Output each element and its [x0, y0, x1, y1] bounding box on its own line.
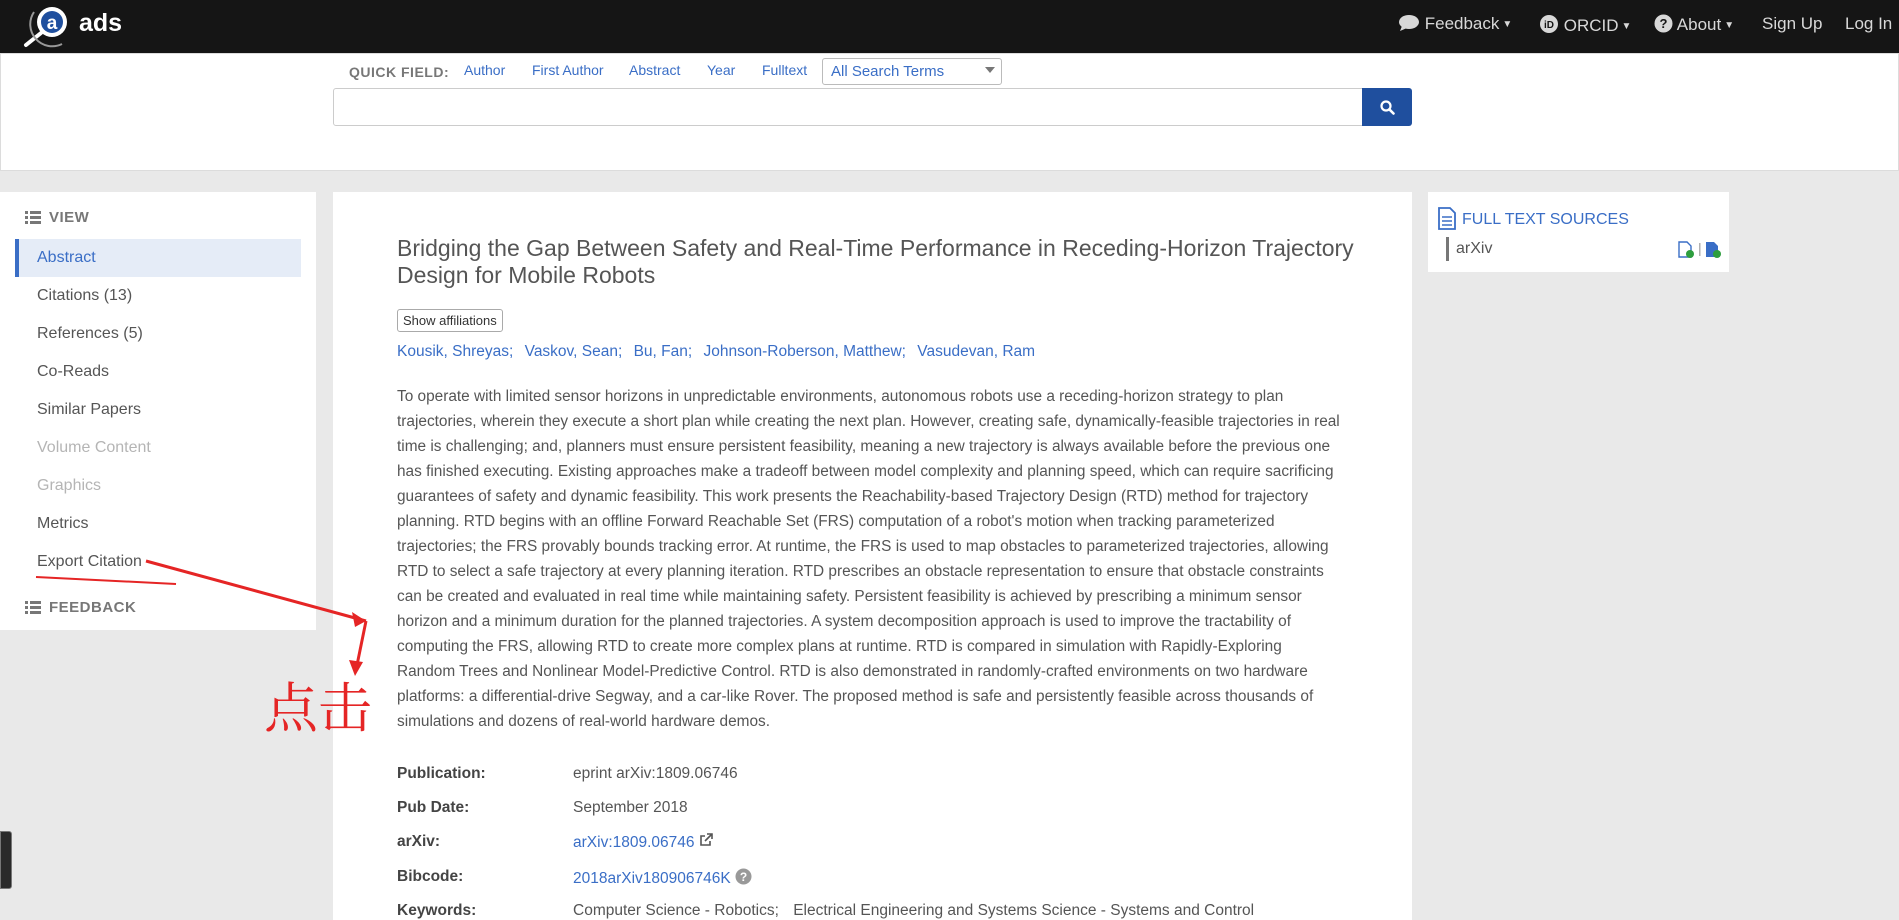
chevron-down-icon: ▼ — [1724, 20, 1735, 31]
feedback-heading-label: FEEDBACK — [49, 599, 137, 616]
sidebar-item-similar-papers[interactable]: Similar Papers — [37, 401, 142, 418]
brand-name[interactable]: ads — [79, 9, 123, 37]
publication-label: Publication: — [397, 765, 486, 782]
feedback-label: Feedback — [1424, 14, 1500, 33]
keywords-label: Keywords: — [397, 902, 477, 919]
author-separator: ; — [687, 343, 693, 360]
quick-field-first-author[interactable]: First Author — [532, 62, 604, 78]
arxiv-link[interactable]: arXiv:1809.06746 — [573, 834, 695, 851]
quick-field-abstract[interactable]: Abstract — [629, 62, 681, 78]
arxiv-label: arXiv: — [397, 833, 441, 850]
svg-text:a: a — [46, 13, 58, 34]
bibcode-label: Bibcode: — [397, 868, 464, 885]
sidebar-item-co-reads[interactable]: Co-Reads — [37, 363, 110, 380]
chevron-down-icon: ▼ — [1621, 21, 1632, 32]
svg-text:iD: iD — [1544, 20, 1554, 31]
signup-link[interactable]: Sign Up — [1762, 14, 1823, 33]
sidebar-item-references[interactable]: References (5) — [37, 325, 143, 342]
quick-field-year[interactable]: Year — [707, 62, 736, 78]
orcid-menu[interactable] — [1539, 14, 1631, 36]
author-list — [397, 343, 1035, 361]
pubdate-label: Pub Date: — [397, 799, 470, 816]
pdf-download-icon[interactable] — [1677, 241, 1695, 259]
document-icon — [1437, 207, 1457, 230]
sidebar-item-abstract[interactable]: Abstract — [15, 239, 301, 277]
keywords-row — [573, 902, 1254, 920]
svg-text:?: ? — [1659, 16, 1668, 31]
full-text-sources-title[interactable]: FULL TEXT SOURCES — [1462, 211, 1629, 228]
show-affiliations-button[interactable]: Show affiliations — [397, 309, 503, 332]
quick-field-fulltext[interactable]: Fulltext — [762, 62, 808, 78]
abstract-text: To operate with limited sensor horizons in unpredictable environments, autonomous robots use a receding-horizon strategy to plan trajectories, wherein they execute a short plan while creating the next plan. However, creating safe, dynamically-feasible trajectories in real time is challenging; and, planners must ensure persistent feasibility, meaning a new trajectory is always available before the previous one has finished executing. Existing approaches make a tradeoff between model complexity and planning speed, which can require sacrificing guarantees of safety and dynamic feasibility. This work presents the Reachability-based Trajectory Design (RTD) method for trajectory planning. RTD begins with an offline Forward Reachable Set (FRS) computation of a robot's motion when tracking parameterized trajectories; the FRS provably bounds tracking error. At runtime, the FRS is used to map obstacles to parameterized trajectories, allowing RTD to select a safe trajectory at every planning iteration. RTD prescribes an obstacle representation to ensure that obstacle constraints can be created and evaluated in real time while maintaining safety. Persistent feasibility is achieved by prescribing a minimum sensor horizon and a minimum duration for the planned trajectories. A system decomposition approach is used to improve the tractability of computing the FRS, allowing RTD to create more complex plans at runtime. RTD is compared in simulation with Rapidly-Exploring Random Trees and Nonlinear Model-Predictive Control. RTD is also demonstrated in randomly-crafted environments on two hardware platforms: a differential-drive Segway, and a car-like Rover. The proposed method is safe and persistently feasible across thousands of simulations and dozens of real-world hardware demos. — [397, 388, 1340, 730]
arxiv-row — [573, 833, 714, 852]
about-menu[interactable] — [1654, 14, 1734, 35]
sidebar-item-volume-content: Volume Content — [37, 439, 151, 456]
search-icon — [1380, 100, 1395, 115]
search-button[interactable] — [1362, 88, 1412, 126]
ads-logo-icon[interactable] — [20, 2, 72, 48]
sidebar-item-export-citation[interactable]: Export Citation — [37, 553, 142, 570]
quick-field-author[interactable]: Author — [464, 62, 506, 78]
search-terms-select[interactable] — [822, 58, 1002, 85]
bibcode-row — [573, 868, 752, 888]
sidebar-item-citations[interactable]: Citations (13) — [37, 287, 133, 304]
view-heading-label: VIEW — [49, 209, 90, 226]
pubdate-value: September 2018 — [573, 799, 688, 816]
feedback-heading[interactable] — [25, 599, 136, 616]
speech-bubble-icon — [1398, 14, 1420, 32]
view-heading — [25, 209, 89, 226]
login-link[interactable]: Log In — [1845, 14, 1893, 33]
sidebar-item-metrics[interactable]: Metrics — [37, 515, 89, 532]
list-icon — [25, 601, 41, 614]
top-navbar — [0, 0, 1899, 53]
author-link[interactable]: Vaskov, Sean — [524, 343, 618, 360]
bibcode-link[interactable]: 2018arXiv180906746K — [573, 870, 731, 887]
author-separator: ; — [617, 343, 623, 360]
paper-title: Bridging the Gap Between Safety and Real-Time Performance in Receding-Horizon Trajectory Design for Mobile Robots — [397, 235, 1354, 288]
search-input[interactable] — [333, 88, 1363, 126]
feedback-menu[interactable] — [1398, 14, 1512, 34]
quick-field-label: QUICK FIELD: — [349, 64, 450, 80]
author-link[interactable]: Vasudevan, Ram — [917, 343, 1036, 360]
sidebar-item-graphics: Graphics — [37, 477, 102, 494]
orcid-label: ORCID — [1563, 16, 1619, 35]
author-separator: ; — [509, 343, 514, 360]
external-link-icon[interactable] — [699, 833, 714, 847]
author-link[interactable]: Kousik, Shreyas — [397, 343, 509, 360]
list-icon — [25, 211, 41, 224]
about-label: About — [1676, 15, 1722, 34]
chevron-down-icon: ▼ — [1502, 19, 1513, 30]
keyword[interactable]: Computer Science - Robotics; — [573, 902, 779, 919]
icon-divider: | — [1698, 240, 1702, 256]
full-text-source-arxiv[interactable]: arXiv — [1446, 237, 1492, 261]
publication-value: eprint arXiv:1809.06746 — [573, 765, 738, 782]
keyword[interactable]: Electrical Engineering and Systems Science - Systems and Control — [793, 902, 1255, 919]
svg-text:?: ? — [739, 870, 748, 884]
html-fulltext-icon[interactable] — [1704, 241, 1722, 259]
orcid-icon — [1539, 14, 1559, 34]
chevron-down-icon — [985, 67, 995, 73]
author-link[interactable]: Bu, Fan — [633, 343, 688, 360]
author-link[interactable]: Johnson-Roberson, Matthew — [703, 343, 902, 360]
annotation-text: 点击 — [264, 677, 372, 740]
question-circle-icon[interactable] — [735, 868, 752, 885]
side-tab-handle[interactable] — [0, 831, 12, 889]
search-terms-select-value: All Search Terms — [831, 63, 945, 80]
author-separator: ; — [901, 343, 906, 360]
question-circle-icon — [1654, 14, 1673, 33]
